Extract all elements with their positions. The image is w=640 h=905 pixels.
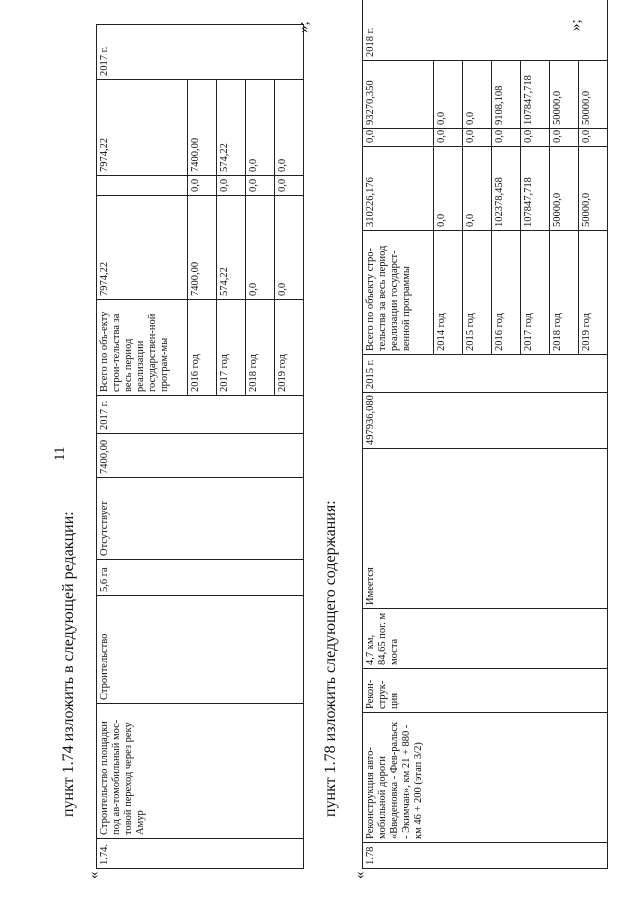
year-value: 50000,0 [550, 147, 579, 231]
end-year: 2018 г. [363, 0, 608, 61]
year-value: 574,22 [217, 80, 246, 176]
year-label: 2016 год [492, 231, 521, 355]
capacity: 5,6 га [97, 560, 304, 596]
year-label: 2017 год [521, 231, 550, 355]
close-quote: »; [568, 19, 584, 31]
year-value: 0,0 [434, 61, 463, 129]
year-label: 2018 год [246, 300, 275, 396]
year-label: 2017 год [217, 300, 246, 396]
year-label: 2015 год [463, 231, 492, 355]
end-year: 2017 г. [97, 25, 304, 80]
year-value: 9108,108 [492, 61, 521, 129]
total-value [97, 176, 188, 196]
year-value: 0,0 [434, 147, 463, 231]
estimated-cost: 7400,00 [97, 434, 304, 478]
work-type: Рекон-струк-ция [363, 669, 608, 713]
total-value: 93270,350 [363, 61, 434, 129]
work-type: Строительство [97, 596, 304, 704]
estimated-cost: 497936,080 [363, 393, 608, 449]
year-value: 0,0 [188, 176, 217, 196]
year-value: 107847,718 [521, 61, 550, 129]
year-label: 2014 год [434, 231, 463, 355]
year-value: 0,0 [217, 176, 246, 196]
open-quote: « [86, 871, 102, 879]
year-value: 0,0 [434, 129, 463, 147]
year-value: 0,0 [246, 196, 275, 300]
year-value: 0,0 [463, 129, 492, 147]
start-year: 2017 г. [97, 396, 304, 434]
total-value: 310226,176 [363, 147, 434, 231]
section-1-78-table [362, 0, 608, 869]
section-1-78-heading: пункт 1.78 изложить следующего содержания: [322, 500, 339, 817]
year-value: 50000,0 [579, 61, 608, 129]
row-number: 1.78 [363, 843, 608, 869]
year-value: 0,0 [521, 129, 550, 147]
year-value: 50000,0 [579, 147, 608, 231]
year-label: 2018 год [550, 231, 579, 355]
section-1-74-table [96, 24, 304, 869]
year-value: 102378,458 [492, 147, 521, 231]
total-label: Всего по объекту стро-тельства за весь период реализации государст-венной программы [363, 231, 434, 355]
year-value: 7400,00 [188, 80, 217, 176]
year-value: 0,0 [275, 196, 304, 300]
year-value: 0,0 [492, 129, 521, 147]
object-name: Строительство площадки под ав-томобильный мос-товой переход через реку Амур [97, 704, 304, 839]
row-number: 1.74. [97, 839, 304, 869]
year-value: 0,0 [246, 80, 275, 176]
year-label: 2019 год [275, 300, 304, 396]
year-value: 0,0 [463, 61, 492, 129]
total-value: 0,0 [363, 129, 434, 147]
capacity: 4,7 км, 84,65 пог. м моста [363, 609, 608, 669]
section-1-74-heading: пункт 1.74 изложить в следующей редакции: [60, 511, 77, 817]
year-value: 0,0 [463, 147, 492, 231]
object-name: Реконструкция авто-мобильной дороги «Введеновка - Фев-ральск - Экимчан», км 21 + 880 - км 46 + 200 (этап 3/2) [363, 713, 608, 843]
year-value: 7400,00 [188, 196, 217, 300]
year-label: 2016 год [188, 300, 217, 396]
total-label: Всего по объ-екту строи-тельства за весь период реализации государствен-ной програм-мы [97, 300, 188, 396]
close-quote: »; [296, 21, 312, 33]
year-value: 574,22 [217, 196, 246, 300]
year-value: 50000,0 [550, 61, 579, 129]
total-value: 7974,22 [97, 196, 188, 300]
page-number: 11 [52, 446, 68, 461]
year-label: 2019 год [579, 231, 608, 355]
year-value: 107847,718 [521, 147, 550, 231]
year-value: 0,0 [275, 80, 304, 176]
design-docs-status: Отсутствует [97, 478, 304, 560]
start-year: 2015 г. [363, 355, 608, 393]
year-value: 0,0 [246, 176, 275, 196]
open-quote: « [352, 871, 368, 879]
total-value: 7974,22 [97, 80, 188, 176]
year-value: 0,0 [579, 129, 608, 147]
year-value: 0,0 [550, 129, 579, 147]
year-value: 0,0 [275, 176, 304, 196]
design-docs-status: Имеется [363, 449, 608, 609]
